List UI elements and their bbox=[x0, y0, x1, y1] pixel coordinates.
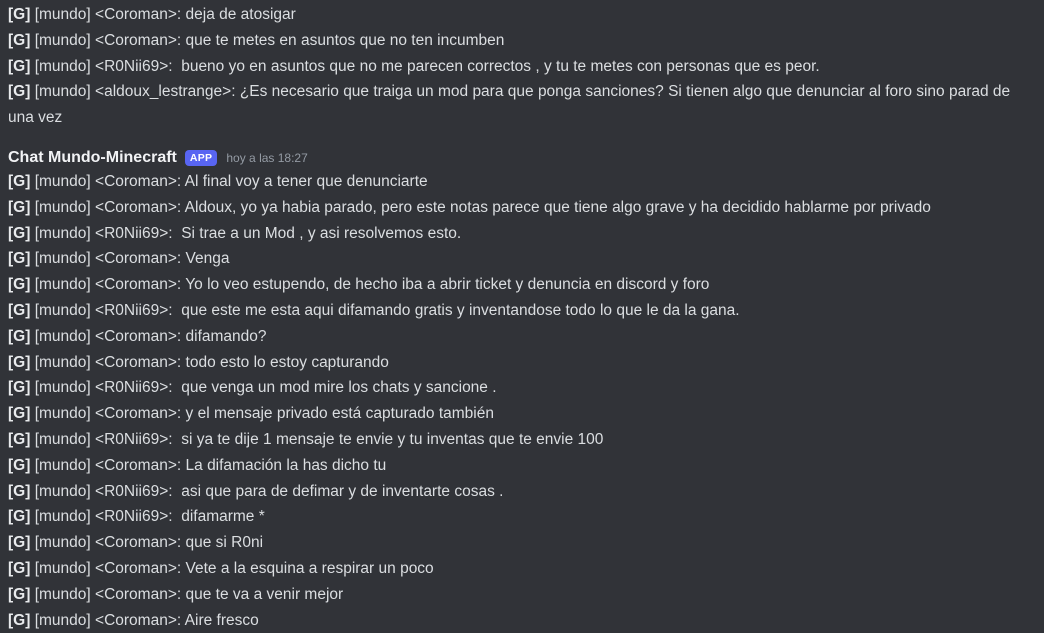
chat-message[interactable] bbox=[8, 556, 1040, 582]
message-channel: [mundo] bbox=[34, 327, 91, 345]
message-channel: [mundo] bbox=[34, 405, 91, 423]
message-prefix: [G] bbox=[8, 224, 31, 242]
message-channel: [mundo] bbox=[34, 353, 91, 371]
message-prefix: [G] bbox=[8, 534, 31, 552]
chat-message[interactable] bbox=[8, 608, 1040, 633]
bot-name[interactable]: Chat Mundo-Minecraft bbox=[8, 148, 177, 166]
message-user: <Coroman>: bbox=[95, 172, 182, 190]
message-text: difamarme * bbox=[176, 508, 265, 526]
message-prefix: [G] bbox=[8, 6, 31, 23]
message-user: <R0Nii69>: bbox=[95, 57, 173, 75]
message-prefix: [G] bbox=[8, 250, 31, 268]
chat-message[interactable] bbox=[8, 195, 1040, 221]
message-channel: [mundo] bbox=[34, 508, 91, 526]
chat-message[interactable] bbox=[8, 350, 1040, 376]
message-text: que este me esta aqui difamando gratis y inventandose todo lo que le da la gana. bbox=[176, 301, 740, 319]
message-channel: [mundo] bbox=[34, 250, 91, 268]
message-prefix: [G] bbox=[8, 31, 31, 49]
chat-message[interactable] bbox=[8, 169, 1040, 195]
message-user: <Coroman>: bbox=[95, 534, 182, 552]
message-text: bueno yo en asuntos que no me parecen correctos , y tu te metes con personas que es peor. bbox=[176, 57, 820, 75]
message-channel: [mundo] bbox=[34, 585, 91, 603]
message-user: <Coroman>: bbox=[95, 250, 182, 268]
message-channel: [mundo] bbox=[34, 172, 91, 190]
message-text: y el mensaje privado está capturado también bbox=[185, 405, 494, 423]
message-user: <Coroman>: bbox=[95, 276, 182, 294]
message-text: La difamación la has dicho tu bbox=[185, 456, 387, 474]
message-prefix: [G] bbox=[8, 276, 31, 294]
chat-message[interactable] bbox=[8, 2, 1040, 28]
message-text: todo esto lo estoy capturando bbox=[185, 353, 389, 371]
message-text: Si trae a un Mod , y asi resolvemos esto. bbox=[176, 224, 462, 242]
message-prefix: [G] bbox=[8, 301, 31, 319]
message-group bbox=[8, 147, 1040, 633]
message-user: <R0Nii69>: bbox=[95, 379, 173, 397]
message-channel: [mundo] bbox=[34, 534, 91, 552]
message-channel: [mundo] bbox=[34, 224, 91, 242]
message-channel: [mundo] bbox=[34, 57, 91, 75]
message-prefix: [G] bbox=[8, 430, 31, 448]
chat-message[interactable] bbox=[8, 453, 1040, 479]
message-text: Aldoux, yo ya habia parado, pero este notas parece que tiene algo grave y ha decidido hablarme por privado bbox=[184, 198, 931, 216]
message-prefix: [G] bbox=[8, 508, 31, 526]
chat-message[interactable] bbox=[8, 221, 1040, 247]
message-channel: [mundo] bbox=[34, 6, 91, 23]
message-prefix: [G] bbox=[8, 172, 31, 190]
message-prefix: [G] bbox=[8, 585, 31, 603]
chat-message[interactable] bbox=[8, 324, 1040, 350]
chat-message[interactable] bbox=[8, 54, 1040, 80]
message-text: Vete a la esquina a respirar un poco bbox=[185, 559, 434, 577]
message-timestamp: hoy a las 18:27 bbox=[226, 150, 308, 165]
chat-message[interactable] bbox=[8, 530, 1040, 556]
message-user: <aldoux_lestrange>: bbox=[95, 83, 236, 101]
message-user: <R0Nii69>: bbox=[95, 482, 173, 500]
message-user: <R0Nii69>: bbox=[95, 508, 173, 526]
chat-message[interactable] bbox=[8, 28, 1040, 54]
message-prefix: [G] bbox=[8, 405, 31, 423]
message-prefix: [G] bbox=[8, 198, 31, 216]
message-group-partial bbox=[8, 2, 1040, 131]
message-user: <R0Nii69>: bbox=[95, 301, 173, 319]
message-channel: [mundo] bbox=[34, 31, 91, 49]
message-text: que te va a venir mejor bbox=[185, 585, 344, 603]
chat-message[interactable] bbox=[8, 427, 1040, 453]
message-channel: [mundo] bbox=[34, 83, 91, 101]
message-prefix: [G] bbox=[8, 327, 31, 345]
chat-message[interactable] bbox=[8, 79, 1040, 131]
message-text: deja de atosigar bbox=[185, 6, 296, 23]
message-channel: [mundo] bbox=[34, 301, 91, 319]
message-text: que venga un mod mire los chats y sancione . bbox=[176, 379, 497, 397]
message-channel: [mundo] bbox=[34, 379, 91, 397]
message-user: <R0Nii69>: bbox=[95, 430, 173, 448]
message-channel: [mundo] bbox=[34, 611, 91, 629]
app-badge: APP bbox=[185, 150, 218, 166]
message-user: <Coroman>: bbox=[95, 559, 182, 577]
message-text: Venga bbox=[185, 250, 230, 268]
message-channel: [mundo] bbox=[34, 456, 91, 474]
message-user: <Coroman>: bbox=[95, 31, 182, 49]
message-text: si ya te dije 1 mensaje te envie y tu inventas que te envie 100 bbox=[176, 430, 604, 448]
message-text: que te metes en asuntos que no ten incumben bbox=[185, 31, 505, 49]
message-text: que si R0ni bbox=[185, 534, 264, 552]
message-prefix: [G] bbox=[8, 559, 31, 577]
message-prefix: [G] bbox=[8, 57, 31, 75]
message-prefix: [G] bbox=[8, 611, 31, 629]
message-user: <Coroman>: bbox=[95, 198, 182, 216]
chat-message[interactable] bbox=[8, 479, 1040, 505]
message-channel: [mundo] bbox=[34, 276, 91, 294]
message-user: <Coroman>: bbox=[95, 585, 182, 603]
chat-message[interactable] bbox=[8, 401, 1040, 427]
message-group-header bbox=[8, 147, 1040, 169]
message-channel: [mundo] bbox=[34, 559, 91, 577]
chat-message[interactable] bbox=[8, 504, 1040, 530]
chat-message[interactable] bbox=[8, 375, 1040, 401]
message-user: <Coroman>: bbox=[95, 6, 182, 23]
message-text: Yo lo veo estupendo, de hecho iba a abrir ticket y denuncia en discord y foro bbox=[185, 276, 710, 294]
message-prefix: [G] bbox=[8, 353, 31, 371]
message-group-body bbox=[8, 169, 1040, 633]
message-user: <Coroman>: bbox=[95, 405, 182, 423]
message-text: Aire fresco bbox=[184, 611, 259, 629]
message-user: <R0Nii69>: bbox=[95, 224, 173, 242]
chat-message[interactable] bbox=[8, 272, 1040, 298]
message-channel: [mundo] bbox=[34, 482, 91, 500]
message-prefix: [G] bbox=[8, 379, 31, 397]
message-text: asi que para de defimar y de inventarte cosas . bbox=[176, 482, 504, 500]
message-prefix: [G] bbox=[8, 482, 31, 500]
message-user: <Coroman>: bbox=[95, 353, 182, 371]
message-prefix: [G] bbox=[8, 83, 31, 101]
message-text: Al final voy a tener que denunciarte bbox=[184, 172, 428, 190]
message-user: <Coroman>: bbox=[95, 611, 182, 629]
message-user: <Coroman>: bbox=[95, 456, 182, 474]
message-channel: [mundo] bbox=[34, 430, 91, 448]
message-text: difamando? bbox=[185, 327, 267, 345]
message-user: <Coroman>: bbox=[95, 327, 182, 345]
chat-message[interactable] bbox=[8, 246, 1040, 272]
message-channel: [mundo] bbox=[34, 198, 91, 216]
message-prefix: [G] bbox=[8, 456, 31, 474]
chat-message[interactable] bbox=[8, 582, 1040, 608]
message-text: ¿Es necesario que traiga un mod para que ponga sanciones? Si tienen algo que denunciar al foro sino parad de una vez bbox=[8, 83, 1015, 127]
chat-message[interactable] bbox=[8, 298, 1040, 324]
